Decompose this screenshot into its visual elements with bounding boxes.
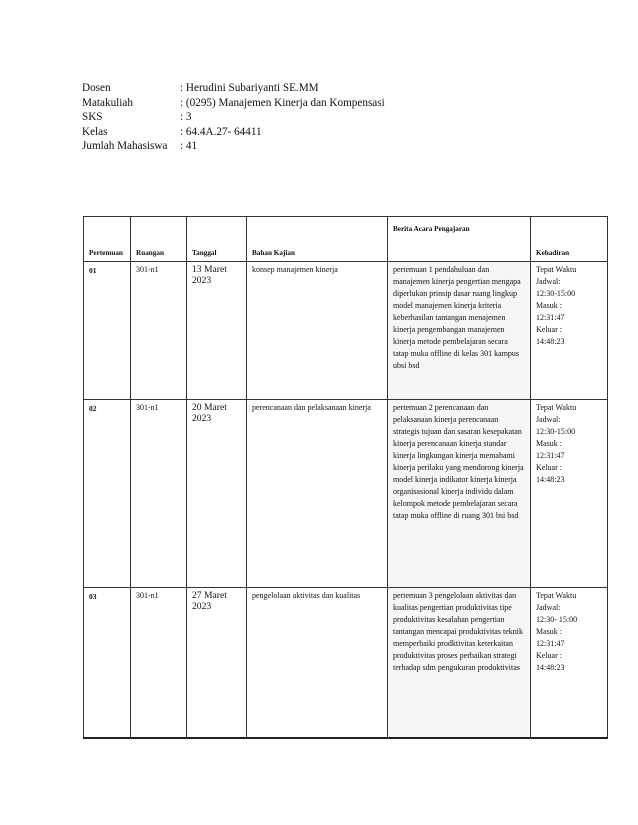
jadwal-label: Jadwal: [536,415,561,424]
masuk-label: Masuk : [536,439,562,448]
info-label: Jumlah Mahasiswa [82,140,168,153]
attendance-table [83,216,608,739]
header-tanggal: Tanggal [187,217,247,262]
info-value: : Herudini Subariyanti SE.MM [180,82,319,94]
cell-berita-acara: pertemuan 2 perencanaan dan pelaksanaan kinerja perencanaan strategis tujuan dan sasaran kesepakatan kinerja perencanaan kinerja standar kinerja lingkungan kinerja memahami kinerja perilaku yang mendorong kinerja model kinerja indikator kinerja kinerja organisasional kinerja individu dalam kelompok metode pembelajaran secara tatap muka offline di ruang 301 bsi bsd [388,400,531,588]
header-pertemuan: Pertemuan [84,217,131,262]
header-berita-acara: Berita Acara Pengajaran [388,217,531,262]
info-value: : 3 [180,111,192,124]
jadwal-label: Jadwal: [536,603,561,612]
attendance-status: Tepat Waktu [536,591,577,600]
masuk-label: Masuk : [536,627,562,636]
info-row-matakuliah [82,96,385,111]
keluar-value: 14:48:23 [536,475,565,484]
cell-pertemuan: 03 [84,588,131,738]
masuk-value: 12:31:47 [536,639,565,648]
cell-berita-acara: pertemuan 3 pengelolaan aktivitas dan kualitas pengertian produktivitas tipe produktivitas kesalahan pengertian tantangan mencapai produktivitas teknik memperbaiki prodktivitas keterkaitan produktivitas proses perbaikan strategi terhadap sdm pengukuran produktivitas [388,588,531,738]
cell-kehadiran [531,400,608,588]
cell-pertemuan: 01 [84,262,131,400]
info-label: Dosen [82,82,111,94]
cell-bahan-kajian: perencanaan dan pelaksanaan kinerja [247,400,388,588]
keluar-label: Keluar : [536,463,562,472]
keluar-label: Keluar : [536,325,562,334]
jadwal-value: 12:30- 15:00 [536,615,578,624]
table-row [84,588,608,738]
table-row [84,400,608,588]
header-kehadiran: Kehadiran [531,217,608,262]
keluar-label: Keluar : [536,651,562,660]
info-label: Matakuliah [82,96,133,109]
cell-pertemuan: 02 [84,400,131,588]
masuk-label: Masuk : [536,301,562,310]
info-row-dosen [82,81,385,96]
masuk-value: 12:31:47 [536,451,565,460]
cell-ruangan: 301-n1 [131,400,187,588]
attendance-status: Tepat Waktu [536,403,577,412]
info-label: SKS [82,111,103,124]
header-ruangan: Ruangan [131,217,187,262]
attendance-status: Tepat Waktu [536,265,577,274]
cell-bahan-kajian: pengelolaan aktivitas dan kualitas [247,588,388,738]
info-label: Kelas [82,125,108,138]
cell-berita-acara: pertemuan 1 pendahuluan dan manajemen kinerja pengertian mengapa diperlukan prinsip dasar ruang lingkup model manajemen kinerja kriteria keberhasilan tantangan menajemen kinerja pengembangan manajemen kinerja metode pembelajaran secara tatap muka offline di kelas 301 kampus ubsi bsd [388,262,531,400]
jadwal-label: Jadwal: [536,277,561,286]
cell-tanggal: 13 Maret 2023 [187,262,247,400]
cell-kehadiran [531,262,608,400]
keluar-value: 14:48:23 [536,337,565,346]
info-row-jumlah-mahasiswa [82,139,385,154]
cell-kehadiran [531,588,608,738]
table-header-row [84,217,608,262]
jadwal-value: 12:30-15:00 [536,289,576,298]
cell-ruangan: 301-n1 [131,588,187,738]
cell-bahan-kajian: konsep manajemen kinerja [247,262,388,400]
keluar-value: 14:48:23 [536,663,565,672]
info-value: : 64.4A.27- 64411 [180,125,262,138]
info-value: : (0295) Manajemen Kinerja dan Kompensasi [180,96,385,109]
cell-tanggal: 27 Maret 2023 [187,588,247,738]
info-row-sks [82,110,385,125]
info-row-kelas [82,125,385,140]
cell-tanggal: 20 Maret 2023 [187,400,247,588]
table-row [84,262,608,400]
course-info [82,81,385,154]
jadwal-value: 12:30-15:00 [536,427,576,436]
masuk-value: 12:31:47 [536,313,565,322]
info-value: : 41 [180,140,198,153]
header-bahan-kajian: Bahan Kajian [247,217,388,262]
cell-ruangan: 301-n1 [131,262,187,400]
